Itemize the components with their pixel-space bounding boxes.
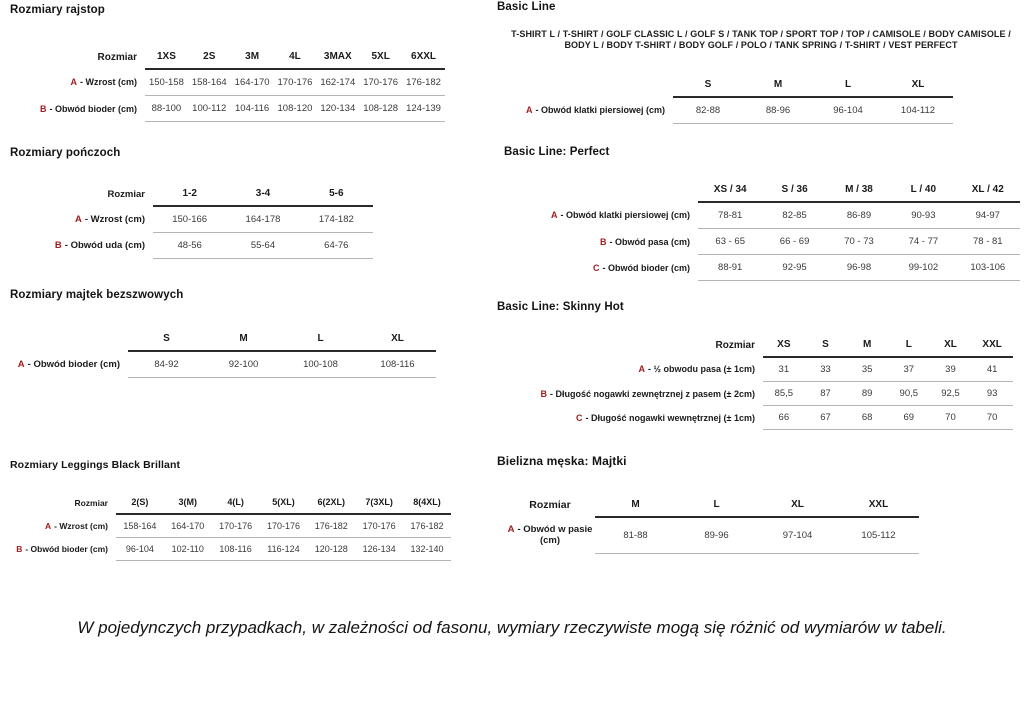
table-majtki-bezszwowe [5, 328, 436, 378]
row-label-text: - Obwód bioder (cm) [49, 103, 137, 114]
table-row [505, 229, 1020, 255]
table-ponczochy [10, 183, 373, 259]
column-header: L [282, 328, 359, 351]
cell-value: 82-85 [762, 202, 826, 229]
cell-value: 162-174 [316, 69, 359, 96]
table-row [8, 538, 451, 561]
column-header: 3-4 [226, 183, 299, 206]
table-row [500, 406, 1013, 430]
cell-value: 89-96 [676, 517, 757, 554]
cell-value: 124-139 [402, 96, 445, 122]
table-majtki-meskie [505, 494, 919, 554]
cell-value: 92-95 [762, 255, 826, 281]
row-label-text: - Długość nogawki zewnętrznej z pasem (± 2cm) [550, 388, 755, 399]
cell-value: 116-124 [260, 538, 308, 561]
size-table [10, 183, 373, 259]
cell-value: 37 [888, 357, 930, 382]
row-label [10, 233, 153, 259]
table-row [8, 514, 451, 538]
cell-value: 39 [930, 357, 972, 382]
column-header: L / 40 [891, 179, 955, 202]
row-letter: A [507, 524, 515, 536]
cell-value: 85,5 [763, 382, 805, 406]
section-title-perfect: Basic Line: Perfect [504, 146, 610, 158]
row-letter: A [70, 77, 77, 88]
table-skinny-hot [500, 334, 1013, 430]
section-title-basic-line: Basic Line [497, 1, 556, 13]
table-corner-label: Rozmiar [97, 51, 137, 63]
cell-value: 93 [971, 382, 1013, 406]
cell-value: 92,5 [930, 382, 972, 406]
table-row [505, 517, 919, 554]
cell-value: 176-182 [402, 69, 445, 96]
cell-value: 90-93 [891, 202, 955, 229]
size-table [495, 74, 953, 124]
table-corner-label [505, 179, 698, 202]
row-letter: A [45, 520, 52, 531]
column-header: 1-2 [153, 183, 226, 206]
column-header: 8(4XL) [403, 492, 451, 514]
cell-value: 164-178 [226, 206, 299, 233]
cell-value: 88-96 [743, 97, 813, 124]
cell-value: 158-164 [188, 69, 231, 96]
row-label [12, 69, 145, 96]
cell-value: 63 - 65 [698, 229, 762, 255]
column-header: M [846, 334, 888, 357]
size-table [505, 179, 1020, 281]
table-corner-label: Rozmiar [715, 339, 755, 351]
column-header: L [813, 74, 883, 97]
column-header: S [128, 328, 205, 351]
column-header: 5(XL) [260, 492, 308, 514]
row-label-text: - Obwód bioder (cm) [602, 262, 690, 273]
column-header: 3M [231, 46, 274, 69]
row-label [505, 229, 698, 255]
cell-value: 170-176 [260, 514, 308, 538]
cell-value: 96-98 [827, 255, 891, 281]
row-label [10, 206, 153, 233]
header-row [495, 74, 953, 97]
column-header: 4L [274, 46, 317, 69]
column-header: 4(L) [212, 492, 260, 514]
column-header: L [676, 494, 757, 517]
column-header: 6(2XL) [307, 492, 355, 514]
cell-value: 31 [763, 357, 805, 382]
cell-value: 33 [805, 357, 847, 382]
cell-value: 68 [846, 406, 888, 430]
header-row [5, 328, 436, 351]
cell-value: 104-112 [883, 97, 953, 124]
row-label-text: - Obwód bioder (cm) [25, 544, 108, 554]
cell-value: 150-166 [153, 206, 226, 233]
cell-value: 164-170 [231, 69, 274, 96]
row-label [500, 406, 763, 430]
cell-value: 108-116 [212, 538, 260, 561]
cell-value: 81-88 [595, 517, 676, 554]
cell-value: 132-140 [403, 538, 451, 561]
cell-value: 97-104 [757, 517, 838, 554]
cell-value: 100-108 [282, 351, 359, 378]
table-corner-label: Rozmiar [74, 497, 108, 508]
cell-value: 55-64 [226, 233, 299, 259]
column-header: 1XS [145, 46, 188, 69]
column-header: XL [930, 334, 972, 357]
cell-value: 120-128 [307, 538, 355, 561]
column-header: 5-6 [300, 183, 373, 206]
size-table [8, 492, 451, 561]
column-header: 3MAX [316, 46, 359, 69]
row-label [8, 538, 116, 561]
cell-value: 88-91 [698, 255, 762, 281]
cell-value: 104-116 [231, 96, 274, 122]
row-letter: B [16, 544, 23, 554]
table-row [505, 255, 1020, 281]
size-table [505, 494, 919, 554]
cell-value: 150-158 [145, 69, 188, 96]
cell-value: 100-112 [188, 96, 231, 122]
row-label-text: - Długość nogawki wewnętrznej (± 1cm) [585, 412, 755, 423]
header-row [12, 46, 445, 69]
cell-value: 89 [846, 382, 888, 406]
header-row [8, 492, 451, 514]
cell-value: 176-182 [307, 514, 355, 538]
cell-value: 170-176 [274, 69, 317, 96]
row-letter: B [40, 103, 47, 114]
section-title-majtki-bezszwowe: Rozmiary majtek bezszwowych [10, 289, 184, 301]
section-title-rajstopy: Rozmiary rajstop [10, 4, 105, 16]
table-basic-line [495, 74, 953, 124]
column-header: S [805, 334, 847, 357]
row-label-text: - Obwód pasa (cm) [609, 236, 690, 247]
column-header: XXL [971, 334, 1013, 357]
cell-value: 74 - 77 [891, 229, 955, 255]
cell-value: 48-56 [153, 233, 226, 259]
cell-value: 70 - 73 [827, 229, 891, 255]
column-header: XL [757, 494, 838, 517]
cell-value: 174-182 [300, 206, 373, 233]
section-title-ponczochy: Rozmiary pończoch [10, 147, 121, 159]
header-row [505, 494, 919, 517]
column-header: XXL [838, 494, 919, 517]
cell-value: 120-134 [316, 96, 359, 122]
column-header: M / 38 [827, 179, 891, 202]
table-row [500, 382, 1013, 406]
column-header: XS / 34 [698, 179, 762, 202]
row-label [505, 255, 698, 281]
row-letter: A [525, 105, 533, 116]
cell-value: 103-106 [956, 255, 1020, 281]
cell-value: 84-92 [128, 351, 205, 378]
cell-value: 170-176 [212, 514, 260, 538]
cell-value: 87 [805, 382, 847, 406]
cell-value: 92-100 [205, 351, 282, 378]
row-letter: B [540, 388, 548, 399]
row-letter: A [74, 213, 82, 225]
row-label-text: - Obwód bioder (cm) [27, 358, 120, 370]
cell-value: 176-182 [403, 514, 451, 538]
basic-line-product-list: T-SHIRT L / T-SHIRT / GOLF CLASSIC L / GOLF S / TANK TOP / SPORT TOP / TOP / CAMISOLE / BODY CAMISOLE / BODY L / BODY T-SHIRT / BODY GOLF / POLO / TANK SPRING / T-SHIRT / VEST PERFECT [511, 29, 1011, 50]
cell-value: 64-76 [300, 233, 373, 259]
row-letter: A [17, 358, 25, 370]
cell-value: 90,5 [888, 382, 930, 406]
footer-disclaimer: W pojedynczych przypadkach, w zależności od fasonu, wymiary rzeczywiste mogą się różnić od wymiarów w tabeli. [77, 618, 947, 637]
column-header: M [595, 494, 676, 517]
row-letter: A [550, 210, 558, 221]
cell-value: 78-81 [698, 202, 762, 229]
column-header: L [888, 334, 930, 357]
row-label-text: - Obwód w pasie (cm) [517, 524, 593, 547]
header-row [505, 179, 1020, 202]
cell-value: 96-104 [116, 538, 164, 561]
row-letter: C [576, 412, 583, 423]
row-label-text: - Obwód klatki piersiowej (cm) [560, 210, 690, 221]
table-row [10, 233, 373, 259]
section-title-skinny-hot: Basic Line: Skinny Hot [497, 301, 624, 313]
cell-value: 67 [805, 406, 847, 430]
table-corner-label [5, 328, 128, 351]
table-row [12, 96, 445, 122]
row-letter: A [638, 364, 646, 375]
table-corner-label [495, 74, 673, 97]
table-corner-label: Rozmiar [107, 188, 145, 200]
cell-value: 82-88 [673, 97, 743, 124]
table-perfect [505, 179, 1020, 281]
column-header: 6XXL [402, 46, 445, 69]
size-table [12, 46, 445, 122]
column-header: 5XL [359, 46, 402, 69]
header-row [10, 183, 373, 206]
cell-value: 158-164 [116, 514, 164, 538]
cell-value: 164-170 [164, 514, 212, 538]
column-header: XL [883, 74, 953, 97]
row-label [505, 517, 595, 554]
table-row [10, 206, 373, 233]
size-table [500, 334, 1013, 430]
cell-value: 69 [888, 406, 930, 430]
row-label-text: - ½ obwodu pasa (± 1cm) [648, 364, 755, 375]
row-letter: B [54, 240, 62, 251]
cell-value: 94-97 [956, 202, 1020, 229]
table-row [500, 357, 1013, 382]
section-title-leggings: Rozmiary Leggings Black Brillant [10, 459, 181, 471]
cell-value: 88-100 [145, 96, 188, 122]
row-label-text: - Obwód uda (cm) [64, 240, 145, 251]
column-header: M [743, 74, 813, 97]
table-leggings [8, 492, 451, 561]
cell-value: 170-176 [355, 514, 403, 538]
row-letter: C [593, 262, 600, 273]
table-row [505, 202, 1020, 229]
row-label [8, 514, 116, 538]
cell-value: 126-134 [355, 538, 403, 561]
row-label [495, 97, 673, 124]
header-row [500, 334, 1013, 357]
row-label [5, 351, 128, 378]
table-row [5, 351, 436, 378]
cell-value: 102-110 [164, 538, 212, 561]
cell-value: 41 [971, 357, 1013, 382]
cell-value: 170-176 [359, 69, 402, 96]
column-header: M [205, 328, 282, 351]
column-header: XL / 42 [956, 179, 1020, 202]
column-header: S / 36 [762, 179, 826, 202]
row-label-text: - Obwód klatki piersiowej (cm) [535, 105, 665, 116]
row-label [500, 382, 763, 406]
cell-value: 108-120 [274, 96, 317, 122]
row-label [12, 96, 145, 122]
column-header: XL [359, 328, 436, 351]
row-label-text: - Wzrost (cm) [84, 213, 145, 225]
column-header: 3(M) [164, 492, 212, 514]
cell-value: 99-102 [891, 255, 955, 281]
row-label-text: - Wzrost (cm) [80, 77, 137, 88]
cell-value: 70 [930, 406, 972, 430]
cell-value: 78 - 81 [956, 229, 1020, 255]
cell-value: 35 [846, 357, 888, 382]
table-row [12, 69, 445, 96]
cell-value: 70 [971, 406, 1013, 430]
cell-value: 86-89 [827, 202, 891, 229]
row-label [500, 357, 763, 382]
cell-value: 105-112 [838, 517, 919, 554]
table-corner-label: Rozmiar [529, 499, 571, 511]
cell-value: 66 [763, 406, 805, 430]
size-table [5, 328, 436, 378]
cell-value: 108-116 [359, 351, 436, 378]
cell-value: 108-128 [359, 96, 402, 122]
section-title-majtki-meskie: Bielizna męska: Majtki [497, 454, 627, 468]
table-rajstopy [12, 46, 445, 122]
column-header: XS [763, 334, 805, 357]
cell-value: 66 - 69 [762, 229, 826, 255]
row-label-text: - Wzrost (cm) [54, 520, 108, 531]
row-label [505, 202, 698, 229]
column-header: 7(3XL) [355, 492, 403, 514]
row-letter: B [599, 236, 607, 247]
column-header: 2(S) [116, 492, 164, 514]
column-header: 2S [188, 46, 231, 69]
column-header: S [673, 74, 743, 97]
table-row [495, 97, 953, 124]
cell-value: 96-104 [813, 97, 883, 124]
